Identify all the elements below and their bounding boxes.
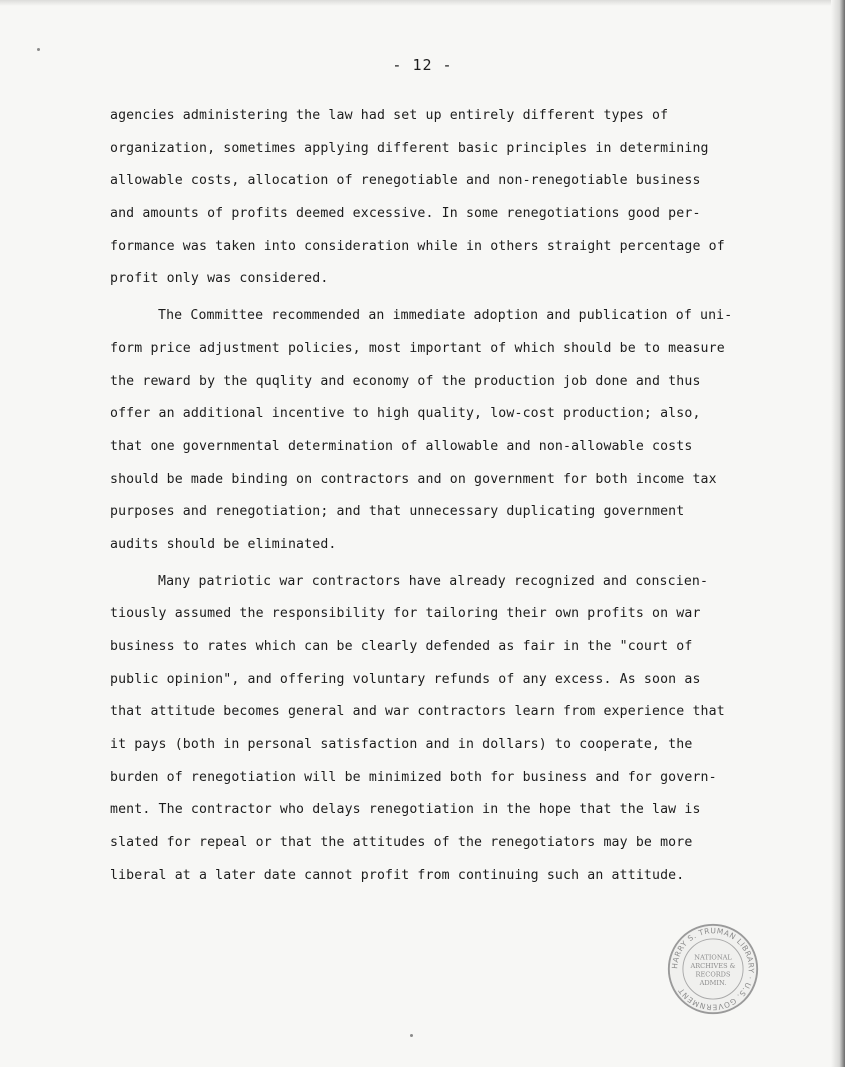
text-line: The Committee recommended an immediate adoption and publication of uni- [158,308,733,324]
text-line: allowable costs, allocation of renegotiable and non-renegotiable business [110,173,701,189]
stamp-center-line: NATIONAL [694,953,732,962]
scan-speck [410,1034,413,1037]
text-line: that attitude becomes general and war contractors learn from experience that [110,704,725,720]
text-line: audits should be eliminated. [110,536,337,552]
text-line: should be made binding on contractors and on government for both income tax [110,471,717,487]
archive-stamp [666,922,760,1016]
body-text [110,100,733,893]
scan-speck [37,48,40,51]
text-line: burden of renegotiation will be minimized both for business and for govern- [110,769,717,785]
text-line: that one governmental determination of allowable and non-allowable costs [110,438,693,454]
text-line: slated for repeal or that the attitudes of the renegotiators may be more [110,835,693,851]
text-line: and amounts of profits deemed excessive. In some renegotiations good per- [110,206,701,222]
paragraph [110,566,725,893]
text-line: business to rates which can be clearly defended as fair in the "court of [110,639,693,654]
stamp-center-line: ARCHIVES & [690,962,736,971]
text-line: tiously assumed the responsibility for tailoring their own profits on war [110,606,701,622]
text-line: purposes and renegotiation; and that unnecessary duplicating government [110,504,685,520]
paragraph [110,100,725,296]
text-line: it pays (both in personal satisfaction and in dollars) to cooperate, the [110,737,693,753]
text-line: public opinion", and offering voluntary refunds of any excess. As soon as [110,671,701,687]
text-line: formance was taken into consideration while in others straight percentage of [110,238,725,254]
text-line: offer an additional incentive to high quality, low-cost production; also, [110,406,701,422]
text-line: liberal at a later date cannot profit from continuing such an attitude. [110,867,685,883]
paragraph [110,300,733,562]
text-line: the reward by the quqlity and economy of the production job done and thus [110,373,701,389]
text-line: profit only was considered. [110,271,329,287]
text-line: Many patriotic war contractors have already recognized and conscien- [158,573,709,589]
text-line: form price adjustment policies, most important of which should be to measure [110,340,725,356]
page-number: - 12 - [392,56,453,74]
stamp-center-line: ADMIN. [699,978,727,987]
scan-right-edge-shadow [831,0,845,1067]
stamp-ring-text: HARRY S. TRUMAN LIBRARY · U.S. GOVERNMENT [670,926,756,1012]
text-line: agencies administering the law had set up entirely different types of [110,108,669,123]
stamp-center-line: RECORDS [695,970,731,979]
scan-top-shadow [0,0,845,6]
text-line: organization, sometimes applying different basic principles in determining [110,140,709,156]
text-line: ment. The contractor who delays renegotiation in the hope that the law is [110,802,701,818]
